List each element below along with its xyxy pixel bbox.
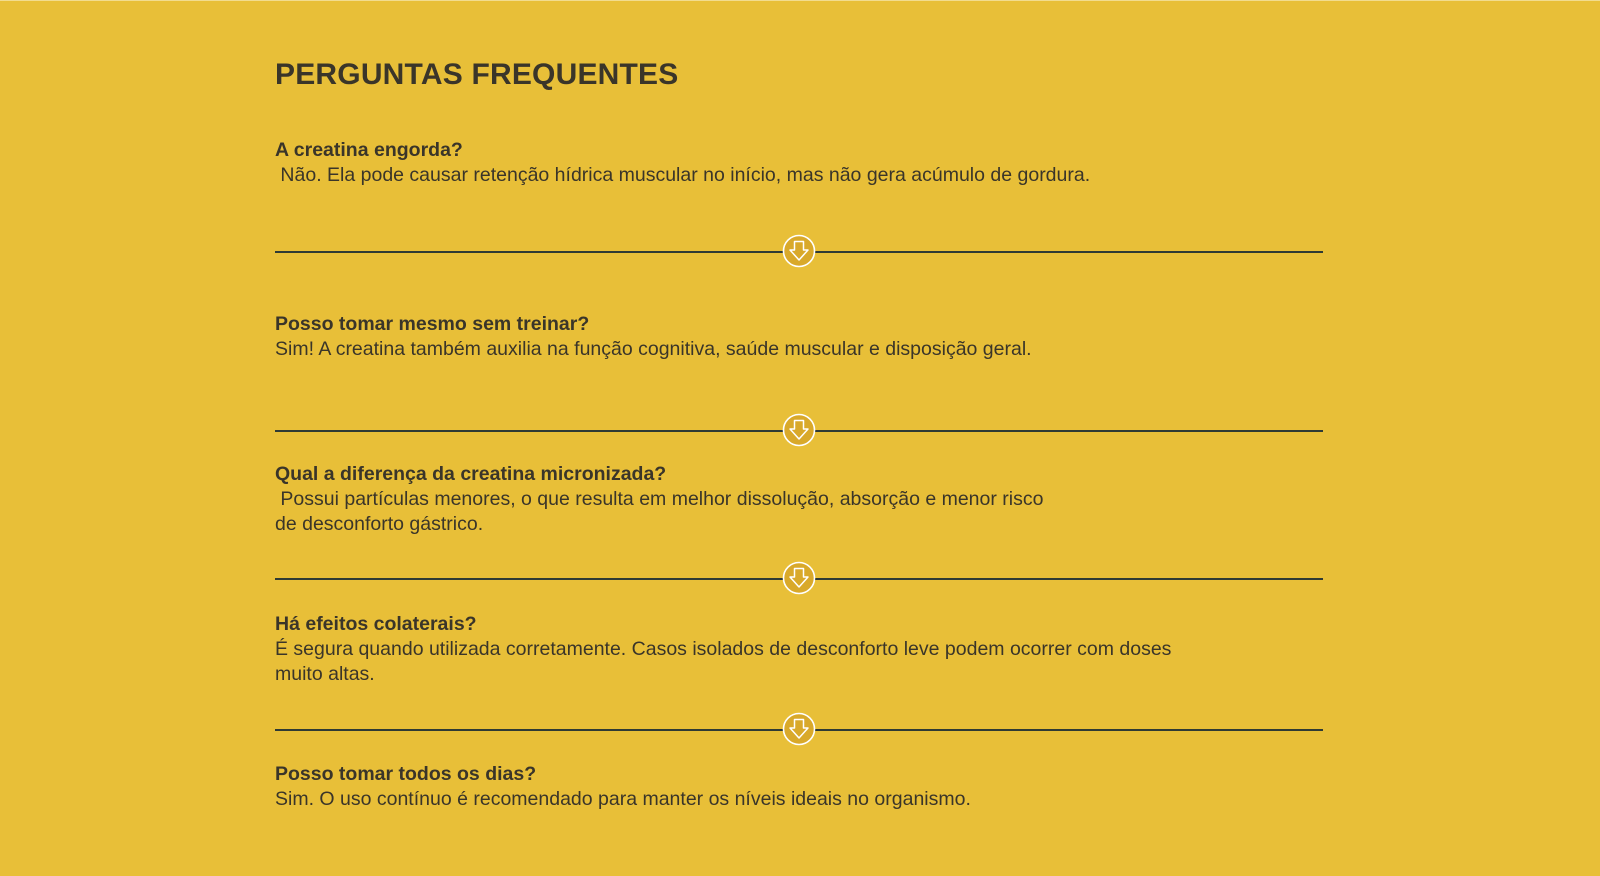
faq-question: Posso tomar todos os dias? (275, 763, 537, 785)
faq-item (275, 612, 1323, 687)
arrow-down-circle-icon[interactable] (782, 712, 816, 746)
faq-divider (275, 413, 1323, 449)
arrow-down-circle-icon[interactable] (782, 561, 816, 595)
faq-answer: Possui partículas menores, o que resulta em melhor dissolução, absorção e menor risco de desconforto gástrico. (275, 488, 1044, 535)
faq-item (275, 462, 1323, 537)
faq-question: A creatina engorda? (275, 139, 463, 161)
faq-item (275, 762, 1323, 812)
faq-divider (275, 561, 1323, 597)
faq-question: Qual a diferença da creatina micronizada? (275, 463, 667, 485)
faq-item (275, 138, 1323, 188)
faq-section (275, 0, 1323, 876)
faq-question: Posso tomar mesmo sem treinar? (275, 313, 590, 335)
arrow-down-circle-icon[interactable] (782, 234, 816, 268)
faq-answer: Sim! A creatina também auxilia na função cognitiva, saúde muscular e disposição geral. (275, 338, 1032, 360)
faq-item (275, 312, 1323, 362)
faq-answer: Não. Ela pode causar retenção hídrica muscular no início, mas não gera acúmulo de gordura. (275, 164, 1091, 186)
arrow-down-circle-icon[interactable] (782, 413, 816, 447)
faq-divider (275, 234, 1323, 270)
faq-title: PERGUNTAS FREQUENTES (275, 58, 679, 91)
faq-answer: Sim. O uso contínuo é recomendado para manter os níveis ideais no organismo. (275, 788, 971, 810)
faq-divider (275, 712, 1323, 748)
faq-answer: É segura quando utilizada corretamente. Casos isolados de desconforto leve podem ocorrer com doses muito altas. (275, 638, 1172, 685)
faq-question: Há efeitos colaterais? (275, 613, 477, 635)
